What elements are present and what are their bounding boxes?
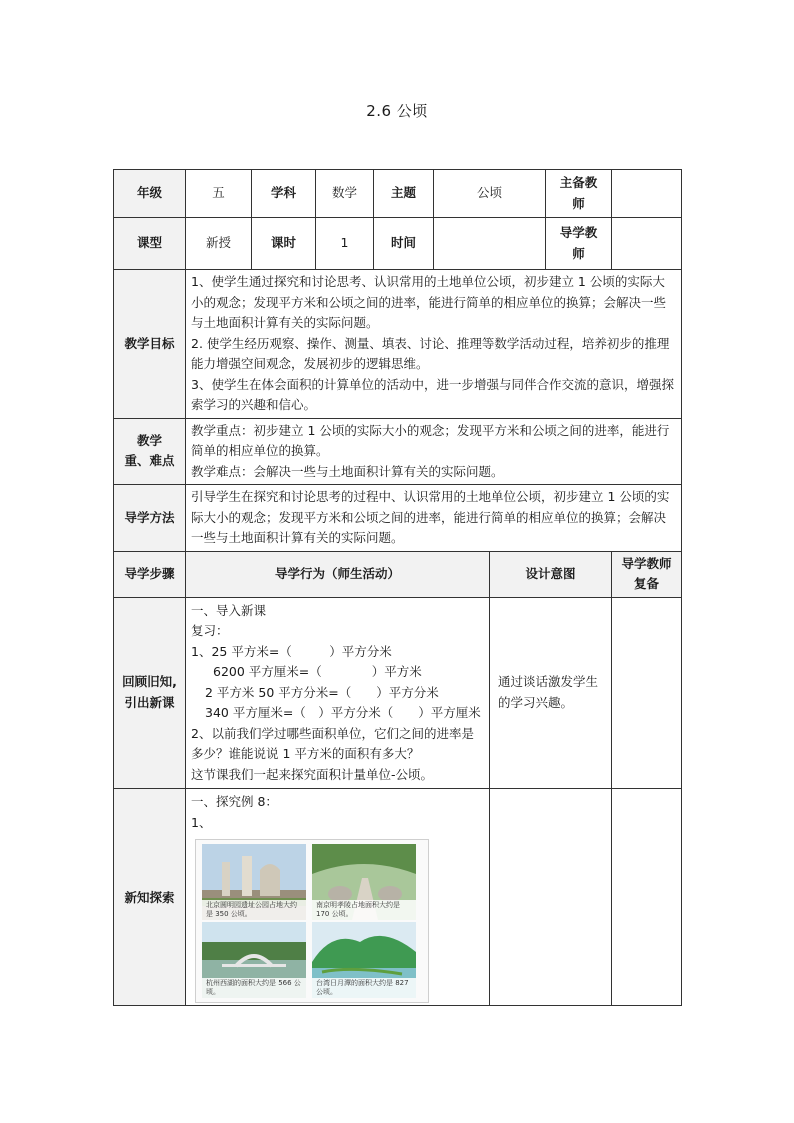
info-row-1 — [114, 170, 682, 218]
explore-line-1: 一、探究例 8： — [191, 794, 278, 809]
explore-line-2: 1、 — [191, 814, 212, 830]
method-row — [114, 485, 682, 552]
review-line-7: 2、以前我们学过哪些面积单位，它们之间的进率是多少？谁能说说 1 平方米的面积有多大？ — [191, 725, 474, 761]
difficulty-text: 教学难点：会解决一些与土地面积计算有关的实际问题。 — [191, 463, 504, 479]
main-teacher-label: 主备教师 — [546, 170, 612, 218]
goals-row — [114, 270, 682, 419]
photo-yuanmingyuan — [202, 844, 306, 920]
subject-value: 数学 — [316, 170, 374, 218]
photo-west-lake — [202, 922, 306, 998]
document-title: 2.6 公顷 — [366, 102, 428, 120]
review-intent: 通过谈话激发学生的学习兴趣。 — [490, 597, 612, 789]
keypoints-content — [186, 418, 682, 485]
time-value — [434, 218, 546, 270]
keypoints-row — [114, 418, 682, 485]
steps-header-action: 导学行为（师生活动） — [186, 551, 490, 597]
keypoints-label-line2: 重、难点 — [124, 453, 175, 469]
review-label — [114, 597, 186, 789]
keypoints-label — [114, 418, 186, 485]
review-line-3: 1、25 平方米=（ ）平方分米 — [191, 643, 392, 659]
steps-header-step: 导学步骤 — [114, 551, 186, 597]
topic-value: 公顷 — [434, 170, 546, 218]
caption-yuanmingyuan: 北京圆明园遗址公园占地大约是 350 公顷。 — [202, 900, 306, 920]
keypoints-label-line1: 教学 — [136, 432, 162, 448]
focus-text: 教学重点：初步建立 1 公顷的实际大小的观念；发现平方米和公顷之间的进率，能进行简单的相应单位的换算。 — [191, 422, 670, 458]
review-label-line2: 引出新课 — [124, 694, 175, 710]
review-content — [186, 597, 490, 789]
review-line-6: 340 平方厘米=（ ）平方分米（ ）平方厘米 — [205, 705, 481, 720]
info-row-2 — [114, 218, 682, 270]
review-line-2: 复习： — [191, 623, 229, 638]
type-label: 课型 — [114, 218, 186, 270]
review-line-8: 这节课我们一起来探究面积计量单位-公顷。 — [191, 766, 434, 782]
explore-intent — [490, 789, 612, 1006]
lesson-plan-table — [113, 169, 682, 1006]
review-line-5: 2 平方米 50 平方分米=（ ）平方分米 — [205, 684, 439, 700]
photo-xiaoling — [312, 844, 416, 920]
steps-header-intent: 设计意图 — [490, 551, 612, 597]
explore-teacher-notes — [612, 789, 682, 1006]
steps-header-review: 导学教师复备 — [612, 551, 682, 597]
photo-sun-moon-lake — [312, 922, 416, 998]
grade-value: 五 — [186, 170, 252, 218]
review-line-4: 6200 平方厘米=（ ）平方米 — [213, 664, 422, 679]
method-label: 导学方法 — [114, 485, 186, 552]
review-line-1: 一、导入新课 — [191, 602, 267, 618]
topic-label: 主题 — [374, 170, 434, 218]
caption-xiaoling: 南京明孝陵占地面积大约是 170 公顷。 — [312, 900, 416, 920]
guide-teacher-value — [612, 218, 682, 270]
explore-label: 新知探索 — [114, 789, 186, 1006]
goal-1: 1、使学生通过探究和讨论思考、认识常用的土地单位公顷，初步建立 1 公顷的实际大小的观念；发现平方米和公顷之间的进率，能进行简单的相应单位的换算；会解决一些与土地面积计算有关的实际问题。 — [191, 274, 667, 330]
method-text: 引导学生在探究和讨论思考的过程中、认识常用的土地单位公顷，初步建立 1 公顷的实际大小的观念；发现平方米和公顷之间的进率，能进行简单的相应单位的换算；会解决一些与土地面积计算有关的实际问题。 — [186, 485, 682, 552]
review-teacher-notes — [612, 597, 682, 789]
goals-label: 教学目标 — [114, 270, 186, 419]
caption-west-lake: 杭州西湖的面积大约是 566 公顷。 — [202, 978, 306, 998]
guide-teacher-label: 导学教师 — [546, 218, 612, 270]
landmark-photos — [195, 839, 429, 1003]
review-label-line1: 回顾旧知, — [122, 674, 177, 690]
main-teacher-value — [612, 170, 682, 218]
subject-label: 学科 — [252, 170, 316, 218]
hours-value: 1 — [316, 218, 374, 270]
type-value: 新授 — [186, 218, 252, 270]
steps-header-row — [114, 551, 682, 597]
goal-2: 2. 使学生经历观察、操作、测量、填表、讨论、推理等数学活动过程，培养初步的推理能力增强空间观念，发展初步的逻辑思维。 — [191, 335, 670, 371]
explore-content — [186, 789, 490, 1006]
hours-label: 课时 — [252, 218, 316, 270]
goal-3: 3、使学生在体会面积的计算单位的活动中，进一步增强与同伴合作交流的意识，增强探索学习的兴趣和信心。 — [191, 376, 674, 412]
grade-label: 年级 — [114, 170, 186, 218]
caption-sun-moon-lake: 台湾日月潭的面积大约是 827 公顷。 — [312, 978, 416, 998]
review-row — [114, 597, 682, 789]
explore-row — [114, 789, 682, 1006]
time-label: 时间 — [374, 218, 434, 270]
goals-content — [186, 270, 682, 419]
